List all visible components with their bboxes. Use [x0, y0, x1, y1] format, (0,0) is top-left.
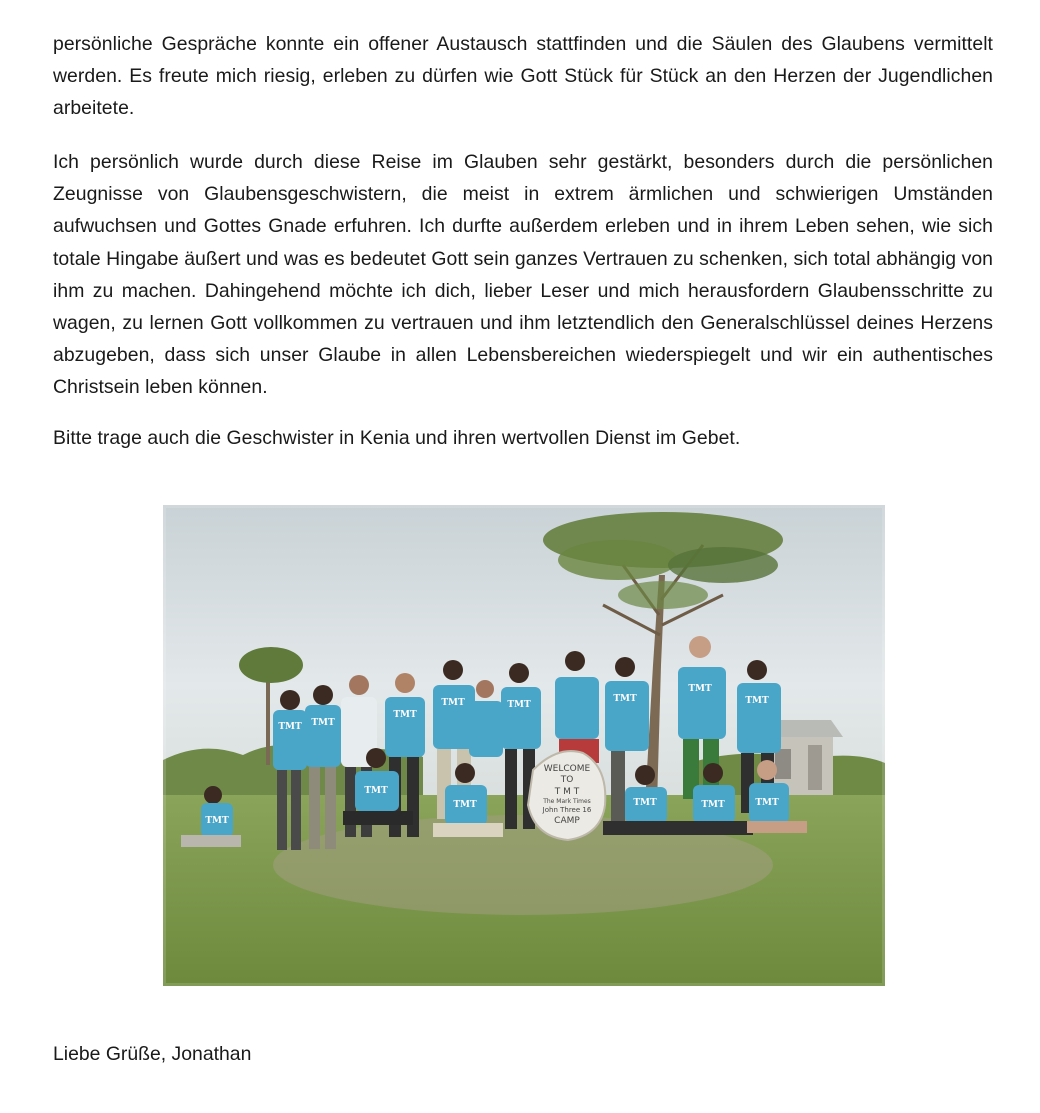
- svg-text:TMT: TMT: [688, 684, 712, 694]
- paragraph-2: Ich persönlich wurde durch diese Reise im Glauben sehr gestärkt, besonders durch die persönlichen Zeugnisse von Glaubensgeschwistern, die meist in extrem ärmlichen und schwierigen Umständen aufwuchsen und Gottes Gnade erfuhren. Ich durfte außerdem erleben und in ihrem Leben sehen, wie sich totale Hingabe äußert und was es bedeutet Gott sein ganzes Vertrauen zu schenken, sich total abhängig von ihm zu machen. Dahingehend möchte ich dich, lieber Leser und mich herausfordern Glaubensschritte zu wagen, zu lernen Gott vollkommen zu vertrauen und ihm letztendlich den Generalschlüssel deines Herzens abzugeben, dass sich unser Glaube in allen Lebensbereichen wiederspiegelt und wir ein authentisches Christsein leben können.: [53, 151, 993, 399]
- svg-text:TMT: TMT: [755, 798, 779, 808]
- svg-text:TMT: TMT: [205, 816, 229, 826]
- rock-line-3: T M T: [554, 787, 580, 797]
- svg-text:TMT: TMT: [278, 722, 302, 732]
- rock-line-5: John Three 16: [542, 806, 592, 814]
- svg-text:TMT: TMT: [633, 798, 657, 808]
- paragraph-3: Bitte trage auch die Geschwister in Kenia und ihren wertvollen Dienst im Gebet.: [53, 427, 741, 449]
- rock-line-6: CAMP: [554, 816, 580, 826]
- svg-text:TMT: TMT: [441, 698, 465, 708]
- closing-signature: Liebe Grüße, Jonathan: [53, 1043, 252, 1065]
- svg-text:TMT: TMT: [507, 700, 531, 710]
- svg-text:TMT: TMT: [745, 696, 769, 706]
- svg-text:TMT: TMT: [613, 694, 637, 704]
- rock-line-2: TO: [560, 775, 574, 785]
- svg-text:TMT: TMT: [393, 710, 417, 720]
- group-photo: [163, 505, 885, 986]
- svg-text:TMT: TMT: [364, 786, 388, 796]
- svg-text:TMT: TMT: [311, 718, 335, 728]
- svg-text:TMT: TMT: [453, 800, 477, 810]
- paragraph-1: persönliche Gespräche konnte ein offener Austausch stattfinden und die Säulen des Glaubens vermittelt werden. Es freute mich riesig, erleben zu dürfen wie Gott Stück für Stück an den Herzen der Jugendlichen arbeitete.: [53, 33, 993, 120]
- welcome-rock: [528, 751, 605, 840]
- rock-line-4: The Mark Times: [543, 798, 591, 805]
- svg-text:TMT: TMT: [701, 800, 725, 810]
- rock-line-1: WELCOME: [543, 764, 591, 774]
